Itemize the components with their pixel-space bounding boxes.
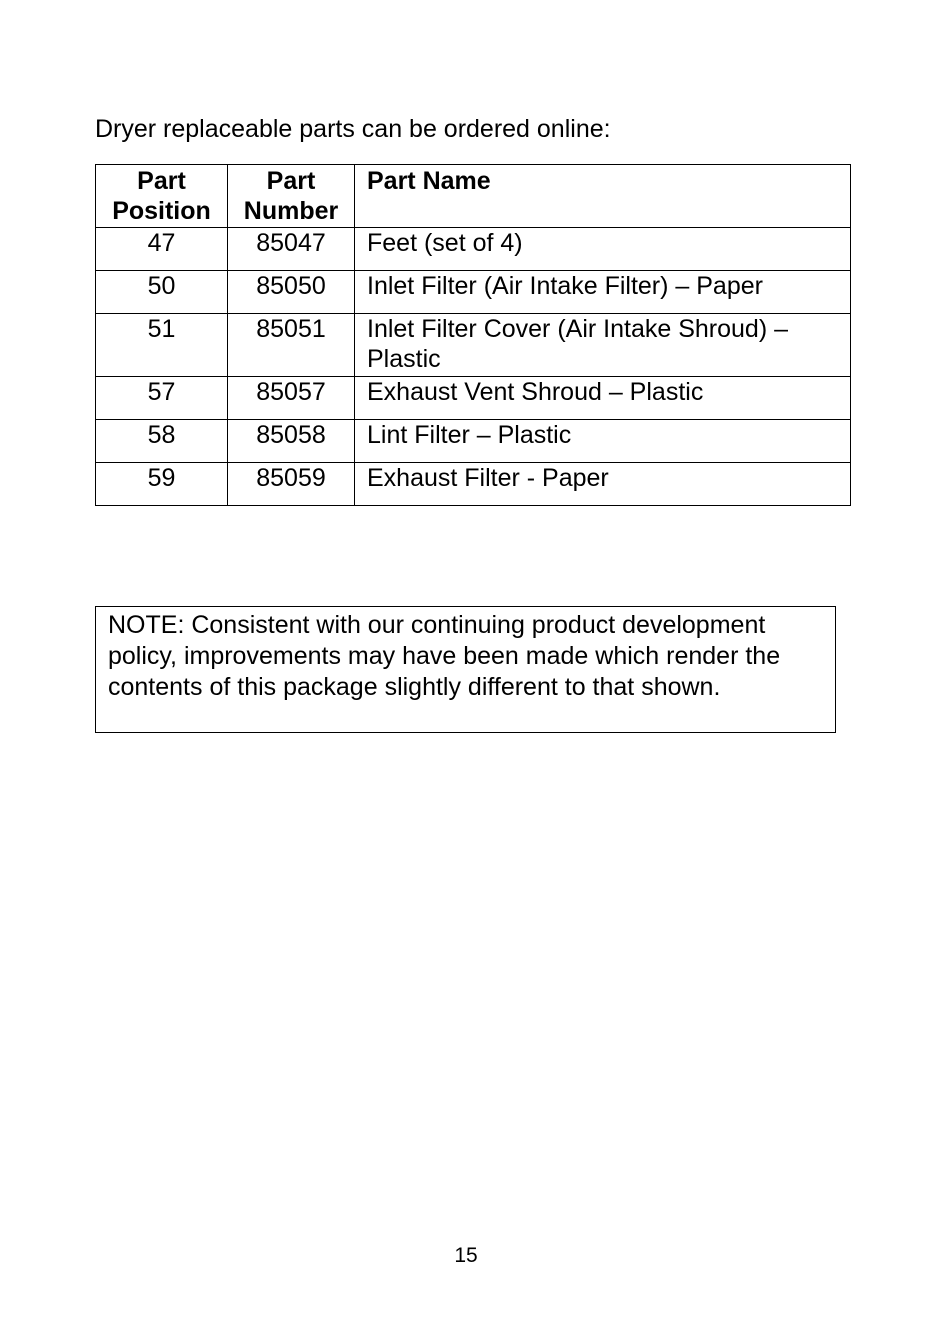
parts-table xyxy=(95,164,851,506)
header-part-number-line2: Number xyxy=(243,197,339,225)
part-number-cell: 85047 xyxy=(228,228,355,271)
part-position-cell: 51 xyxy=(96,314,228,377)
part-number-cell: 85050 xyxy=(228,271,355,314)
part-name-cell: Lint Filter – Plastic xyxy=(355,420,851,463)
table-header-row xyxy=(96,165,851,228)
header-part-position-line2: Position xyxy=(112,197,211,225)
part-number-cell: 85051 xyxy=(228,314,355,377)
table-row xyxy=(96,228,851,271)
part-position-cell: 57 xyxy=(96,377,228,420)
part-number-cell: 85057 xyxy=(228,377,355,420)
intro-text: Dryer replaceable parts can be ordered online: xyxy=(95,115,611,143)
part-position-cell: 47 xyxy=(96,228,228,271)
table-row xyxy=(96,314,851,377)
header-part-position-line1: Part xyxy=(137,167,186,195)
part-name-cell: Exhaust Vent Shroud – Plastic xyxy=(355,377,851,420)
table-row xyxy=(96,463,851,506)
table-row xyxy=(96,271,851,314)
part-name-cell: Inlet Filter Cover (Air Intake Shroud) – Plastic xyxy=(355,314,851,377)
note-text: NOTE: Consistent with our continuing product development policy, improvements may have been made which render the contents of this package slightly different to that shown. xyxy=(108,611,781,701)
table-row xyxy=(96,420,851,463)
part-number-cell: 85058 xyxy=(228,420,355,463)
part-name-cell: Feet (set of 4) xyxy=(355,228,851,271)
part-position-cell: 59 xyxy=(96,463,228,506)
part-position-cell: 58 xyxy=(96,420,228,463)
part-name-cell: Inlet Filter (Air Intake Filter) – Paper xyxy=(355,271,851,314)
header-part-position xyxy=(96,165,228,228)
header-part-number-line1: Part xyxy=(266,167,316,195)
header-part-name: Part Name xyxy=(355,165,851,228)
note-box xyxy=(95,606,836,733)
part-position-cell: 50 xyxy=(96,271,228,314)
part-number-cell: 85059 xyxy=(228,463,355,506)
header-part-number xyxy=(228,165,355,228)
part-name-cell: Exhaust Filter - Paper xyxy=(355,463,851,506)
page-number: 15 xyxy=(454,1244,478,1267)
table-row xyxy=(96,377,851,420)
